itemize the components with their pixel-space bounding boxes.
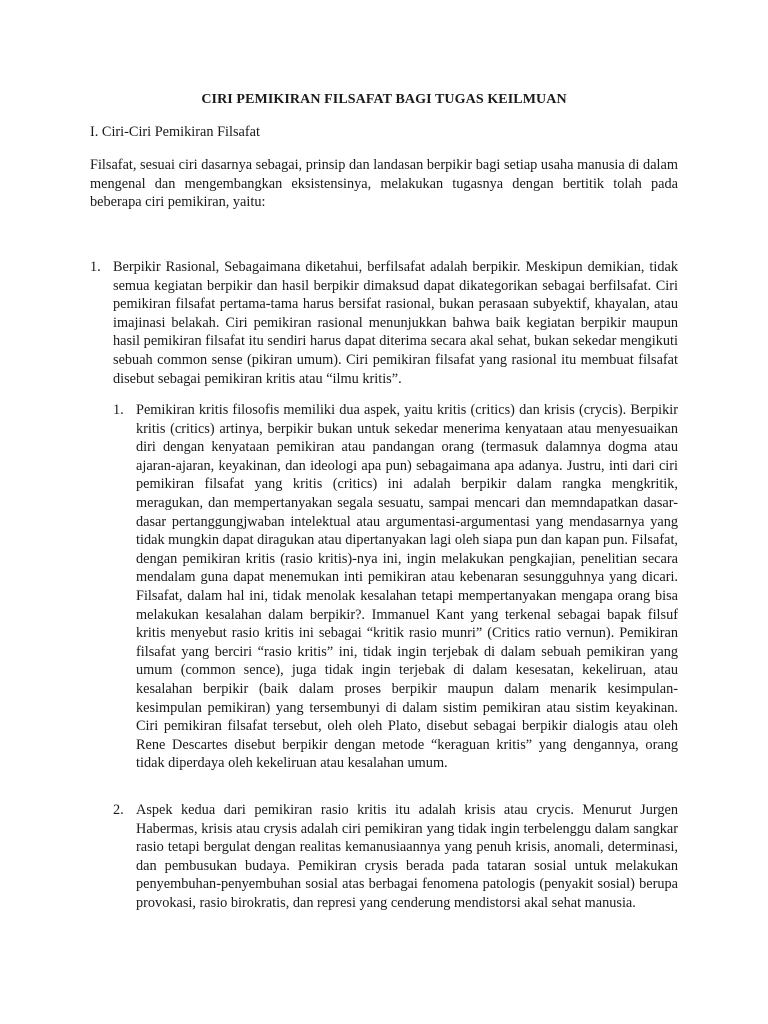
sublist-item-number: 2. [113, 802, 124, 818]
sublist-item-text: Aspek kedua dari pemikiran rasio kritis itu adalah krisis atau crycis. Menurut Jurgen Habermas, krisis atau crysis adalah ciri pemikiran yang tidak ingin terbelenggu dalam sangkar rasio tetapi bergulat dengan realitas kemanusiaannya yang penuh krisis, anomali, determinasi, dan pembusukan budaya. Pemikiran crysis berada pada tataran sosial untuk melakukan penyembuhan-penyembuhan sosial atas berbagai fenomena patologis (penyakit sosial) berupa provokasi, rasio birokratis, dan represi yang cenderung mendistorsi akal sehat manusia. [136, 802, 678, 911]
list-item-number: 1. [90, 259, 101, 275]
sublist-item-text: Pemikiran kritis filosofis memiliki dua aspek, yaitu kritis (critics) dan krisis (crycis). Berpikir kritis (critics) artinya, berpikir bukan untuk sekedar menerima kenyataan atau menyesuaikan diri dengan kenyataan pemikiran atau pandangan orang (termasuk dalamnya dogma atau ajaran-ajaran, keyakinan, dan ideologi apa pun) sebagaimana apa adanya. Justru, inti dari ciri pemikiran filsafat yang kritis (critics) ini adalah berpikir dalam rangka mengkritik, meragukan, dan mempertanyakan segala sesuatu, sampai mencari dan memndapatkan dasar-dasar pertanggungjwaban intelektual atau argumentasi-argumentasi yang mendasarnya yang tidak mungkin dapat diragukan atau dipertanyakan lagi oleh siapa pun dan kapan pun. Filsafat, dengan pemikiran kritis (rasio kritis)-nya ini, ingin melakukan pengkajian, penelitian secara mendalam guna dapat menemukan inti pemikiran atau kebenaran sesungguhnya yang dicari. Filsafat, dalam hal ini, tidak menolak kesalahan tetapi mempertanyakan mengapa orang bisa melakukan kesalahan dalam berpikir?. Immanuel Kant yang terkenal sebagai bapak filsuf kritis menyebut rasio kritis ini sebagai “kritik rasio munri” (Critics ratio vernun). Pemikiran filsafat yang berciri “rasio kritis” ini, tidak ingin terjebak di dalam sebuah pemikiran yang umum (common sence), juga tidak ingin terjebak di dalam kesesatan, kekeliruan, atau kesalahan berpikir (baik dalam proses berpikir maupun dalam menarik kesimpulan-kesimpulan pemikiran) yang tersembunyi di dalam sistim pemikiran atau sistim keyakinan. Ciri pemikiran filsafat tersebut, oleh oleh Plato, disebut sebagai berpikir dialogis atau oleh Rene Descartes disebut berpikir dengan metode “keraguan kritis” yang dengannya, orang tidak diperdaya oleh kekeliruan atau kesalahan umum. [136, 402, 678, 772]
list-item-text: Berpikir Rasional, Sebagaimana diketahui, berfilsafat adalah berpikir. Meskipun demikian, tidak semua kegiatan berpikir dan hasil berpikir dimaksud dapat dikategorikan sebagai berfilsafat. Ciri pemikiran filsafat pertama-tama harus bersifat rasional, bukan perasaan subyektif, khayalan, atau imajinasi belakah. Ciri pemikiran rasional menunjukkan bahwa baik kegiatan berpikir maupun hasil pemikiran filsafat itu sendiri harus dapat diterima secara akal sehat, bukan sekedar mengikuti sebuah common sense (pikiran umum). Ciri pemikiran filsafat yang rasional itu membuat filsafat disebut sebagai pemikiran kritis atau “ilmu kritis”. [113, 259, 678, 387]
document-title: CIRI PEMIKIRAN FILSAFAT BAGI TUGAS KEILMUAN [201, 92, 567, 107]
section-heading: I. Ciri-Ciri Pemikiran Filsafat [90, 124, 260, 140]
sublist-item-number: 1. [113, 402, 124, 418]
intro-paragraph: Filsafat, sesuai ciri dasarnya sebagai, prinsip dan landasan berpikir bagi setiap usaha manusia di dalam mengenal dan mengembangkan eksistensinya, melakukan tugasnya dengan bertitik tolah pada beberapa ciri pemikiran, yaitu: [90, 157, 678, 211]
